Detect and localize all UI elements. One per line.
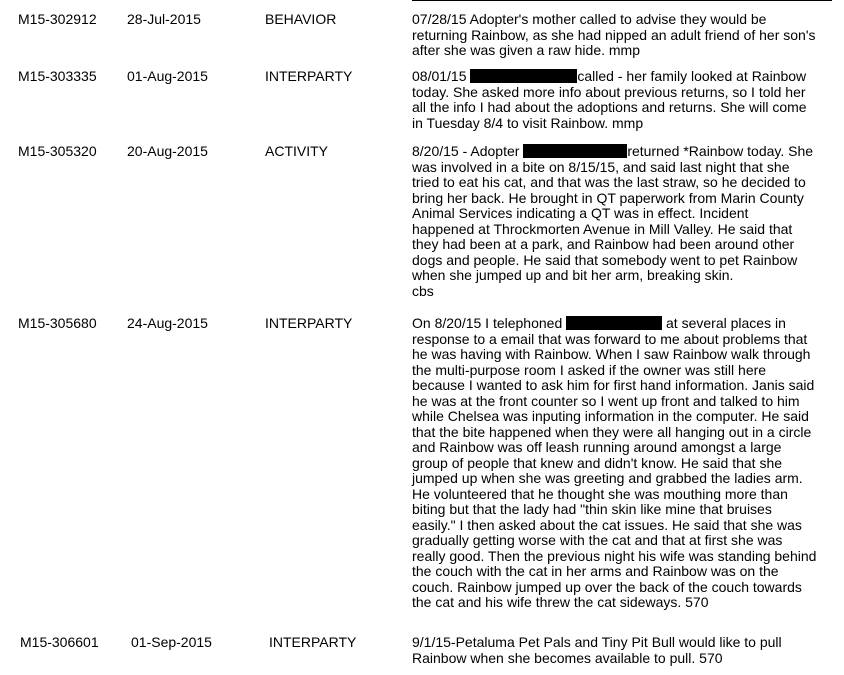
note-line: group of people that knew and didn't know. He said that she bbox=[412, 454, 783, 471]
note-line: He volunteered that he thought she was mouthing more than bbox=[412, 485, 788, 502]
record-date: 20-Aug-2015 bbox=[127, 143, 208, 159]
note-line: while Chelsea was inputing information in the computer. He said bbox=[412, 408, 809, 424]
note-line: was involved in a bite on 8/15/15, and said last night that she bbox=[412, 158, 790, 175]
note-line: today. She asked more info about previous returns, so I told her bbox=[412, 83, 806, 100]
note-text: On 8/20/15 I telephoned bbox=[412, 315, 567, 331]
record-type: INTERPARTY bbox=[265, 68, 353, 84]
note-line: biting but that the lady had "thin skin like mine that bruises bbox=[412, 501, 772, 517]
note-text: 08/01/15 bbox=[412, 68, 471, 84]
note-line: the couch with the cat in her arms and Rainbow was on the bbox=[412, 563, 779, 579]
record-id: M15-305320 bbox=[18, 143, 97, 159]
note-line: the multi-purpose room I asked if the owner was still here bbox=[412, 361, 767, 378]
note-text: called - her family looked at Rainbow bbox=[577, 68, 807, 84]
note-line bbox=[412, 144, 832, 160]
note-line: in Tuesday 8/4 to visit Rainbow. mmp bbox=[412, 114, 644, 131]
record-note bbox=[412, 316, 832, 611]
note-line: 9/1/15-Petaluma Pet Pals and Tiny Pit Bull would like to pull bbox=[412, 634, 782, 650]
note-line bbox=[412, 316, 832, 332]
note-line: cbs bbox=[412, 282, 434, 299]
note-line: happened at Throckmorten Avenue in Mill Valley. He said that bbox=[412, 220, 793, 237]
record-date: 24-Aug-2015 bbox=[127, 315, 208, 331]
note-line: they had been at a park, and Rainbow had been around other bbox=[412, 236, 795, 252]
note-line: Rainbow when she becomes available to pull. 570 bbox=[412, 649, 723, 666]
note-line: tried to eat his cat, and that was the last straw, so he decided to bbox=[412, 174, 806, 190]
note-line: returning Rainbow, as she had nipped an adult friend of her son's bbox=[412, 26, 816, 43]
page-top-rule bbox=[412, 0, 832, 1]
note-line: all the info I had about the adoptions and returns. She will come bbox=[412, 99, 807, 115]
record-date: 01-Aug-2015 bbox=[127, 68, 208, 84]
note-line: 07/28/15 Adopter's mother called to advise they would be bbox=[412, 11, 767, 27]
record-id: M15-302912 bbox=[18, 11, 97, 27]
record-type: ACTIVITY bbox=[265, 143, 329, 159]
note-line: after she was given a raw hide. mmp bbox=[412, 42, 640, 58]
note-line: couch. Rainbow jumped up over the back of the couch towards bbox=[412, 578, 802, 595]
note-text: 8/20/15 - Adopter bbox=[412, 143, 524, 159]
record-note bbox=[412, 635, 832, 666]
record-id: M15-303335 bbox=[18, 68, 97, 84]
note-line: that the bite happened when they were all hanging out in a circle bbox=[412, 423, 812, 440]
record-date: 01-Sep-2015 bbox=[131, 634, 212, 650]
note-line: bring her back. He brought in QT paperwork from Marin County bbox=[412, 189, 804, 206]
note-line: really good. Then the previous night his wife was standing behind bbox=[412, 547, 817, 564]
note-line: dogs and people. He said that somebody went to pet Rainbow bbox=[412, 251, 798, 268]
note-line: when she jumped up and bit her arm, breaking skin. bbox=[412, 267, 734, 283]
note-line: jumped up when she was greeting and grabbed the ladies arm. bbox=[412, 470, 803, 486]
note-line: gradually getting worse with the cat and that at first she was bbox=[412, 532, 783, 548]
record-date: 28-Jul-2015 bbox=[127, 11, 201, 27]
redaction-bar bbox=[470, 69, 577, 83]
record-note bbox=[412, 12, 832, 59]
note-text: at several places in bbox=[662, 315, 786, 331]
note-line: he was at the front counter so I went up front and talked to him bbox=[412, 392, 800, 409]
record-type: INTERPARTY bbox=[269, 634, 357, 650]
record-note bbox=[412, 144, 832, 299]
note-line: he was having with Rainbow. When I saw Rainbow walk through bbox=[412, 346, 811, 362]
record-type: INTERPARTY bbox=[265, 315, 353, 331]
record-type: BEHAVIOR bbox=[265, 11, 337, 27]
note-line: response to a email that was forward to me about problems that bbox=[412, 330, 808, 347]
note-line: because I wanted to ask him for first hand information. Janis said bbox=[412, 377, 815, 393]
note-text: returned *Rainbow today. She bbox=[627, 143, 814, 159]
note-line: and Rainbow was off leash running around amongst a large bbox=[412, 439, 782, 455]
record-id: M15-306601 bbox=[20, 634, 99, 650]
redaction-bar bbox=[523, 144, 627, 158]
redaction-bar bbox=[566, 316, 662, 330]
note-line: the cat and his wife threw the cat sideways. 570 bbox=[412, 594, 709, 610]
record-id: M15-305680 bbox=[18, 315, 97, 331]
note-line: Animal Services indicating a QT was in effect. Incident bbox=[412, 205, 749, 221]
note-line bbox=[412, 69, 832, 85]
record-note bbox=[412, 69, 832, 131]
note-line: easily." I then asked about the cat issues. He said that she was bbox=[412, 516, 802, 533]
